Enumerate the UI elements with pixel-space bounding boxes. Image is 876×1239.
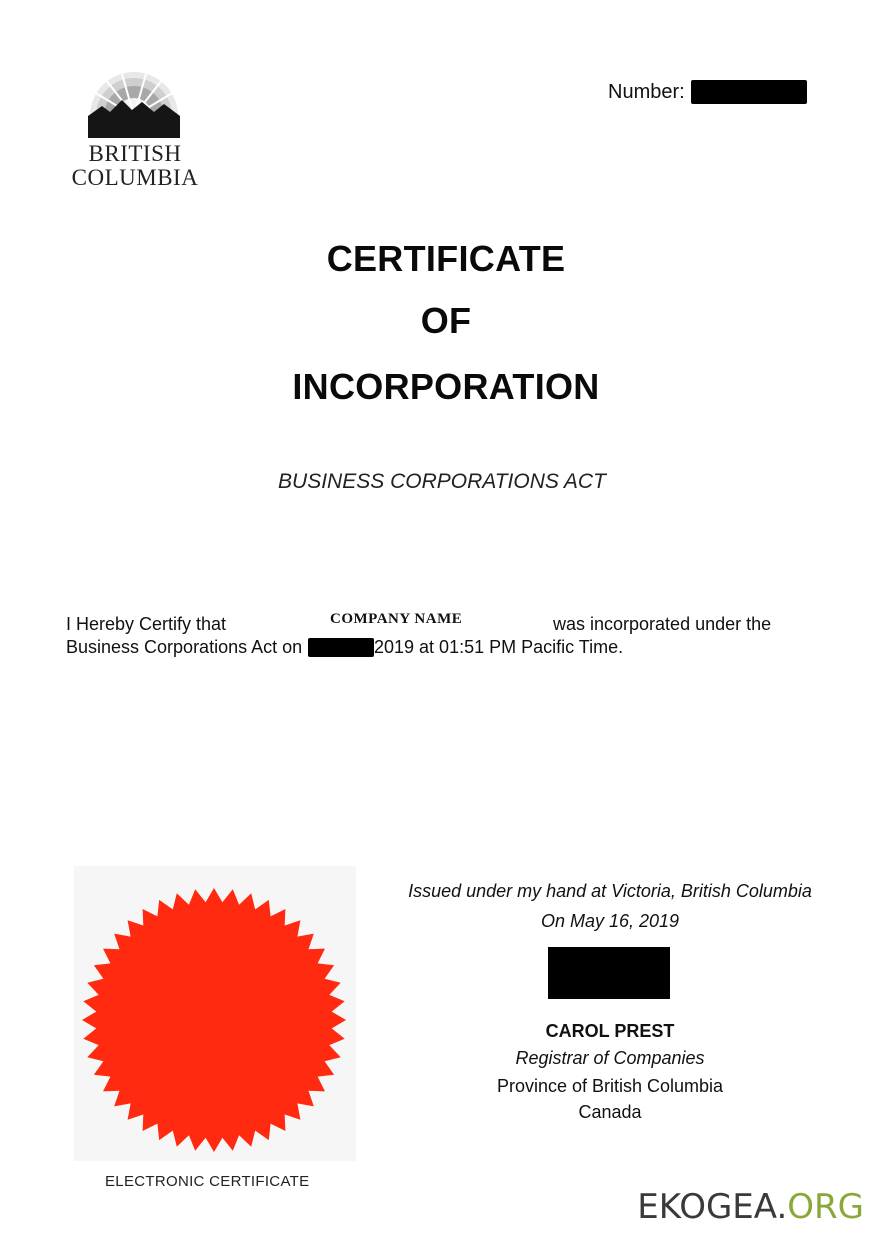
seal-caption: ELECTRONIC CERTIFICATE [105, 1173, 310, 1190]
sun-mountain-icon [84, 72, 184, 142]
title-line-of: OF [420, 300, 472, 341]
title-line-certificate: CERTIFICATE [326, 238, 566, 279]
issued-line: Issued under my hand at Victoria, British Columbia [408, 881, 812, 901]
number-redaction [691, 80, 807, 104]
watermark-name: EKOGEA. [637, 1187, 788, 1227]
signature-redaction [548, 947, 670, 999]
registrar-name: CAROL PREST [545, 1021, 675, 1041]
title-line-incorporation: INCORPORATION [292, 366, 600, 407]
logo-text-columbia: COLUMBIA [71, 165, 199, 190]
company-name: COMPANY NAME [330, 611, 463, 627]
watermark-tld: ORG [787, 1187, 864, 1227]
registrar-title: Registrar of Companies [515, 1048, 705, 1068]
watermark [637, 1187, 864, 1227]
british-columbia-logo [70, 72, 200, 197]
registrar-country: Canada [578, 1102, 642, 1122]
number-label: Number: [608, 80, 685, 103]
registrar-province: Province of British Columbia [496, 1076, 724, 1096]
act-subtitle: BUSINESS CORPORATIONS ACT [278, 470, 606, 493]
issued-date: On May 16, 2019 [540, 911, 680, 931]
certificate-number [608, 78, 807, 106]
certify-line2-suffix: 2019 at 01:51 PM Pacific Time. [374, 637, 624, 657]
red-seal-icon [74, 880, 354, 1160]
certify-prefix: I Hereby Certify that [66, 614, 227, 634]
logo-text-british: BRITISH [88, 141, 182, 166]
date-redaction [308, 638, 374, 657]
certify-line2-prefix: Business Corporations Act on [66, 637, 303, 657]
certify-suffix: was incorporated under the [553, 614, 772, 634]
